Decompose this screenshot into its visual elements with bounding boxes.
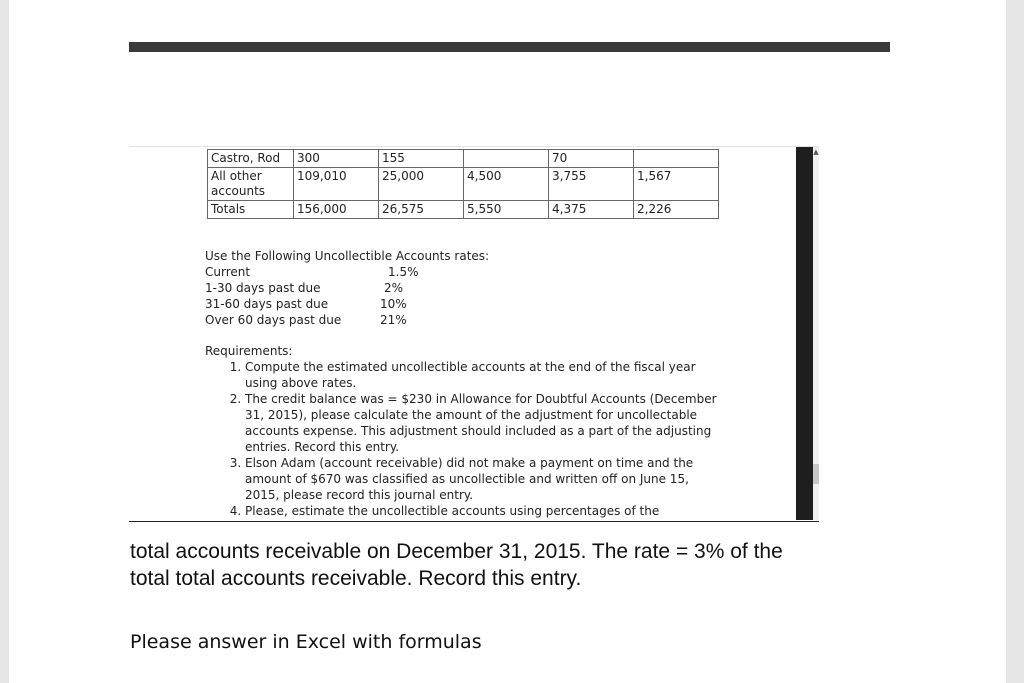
table-cell: All other accounts — [208, 168, 294, 201]
rates-heading: Use the Following Uncollectible Accounts rates: — [205, 249, 490, 263]
scroll-up-arrow-icon[interactable]: ▲ — [813, 148, 819, 156]
scrollbar-thumb[interactable] — [813, 464, 819, 484]
rate-row — [205, 296, 489, 312]
requirements-heading: Requirements: — [205, 344, 293, 358]
list-item: 2. The credit balance was = $230 in Allowance for Doubtful Accounts (December 31, 2015), please calculate the amount of the adjustment for uncollectable accounts expense. This adjustment should included as a part of the adjusting entries. Record this entry. — [245, 391, 725, 455]
list-item: 4. Please, estimate the uncollectible accounts using percentages of the — [245, 503, 725, 519]
table-cell: 26,575 — [379, 201, 464, 219]
rate-row — [205, 312, 489, 328]
table-cell: 1,567 — [634, 168, 719, 201]
table-row — [208, 150, 719, 168]
table-cell: 25,000 — [379, 168, 464, 201]
table-cell: 70 — [549, 150, 634, 168]
rate-label: Over 60 days past due — [205, 313, 342, 327]
table-cell: 5,550 — [464, 201, 549, 219]
aging-table — [207, 149, 719, 219]
table-row — [208, 168, 719, 201]
embedded-screenshot — [129, 146, 819, 522]
list-item: 1. Compute the estimated uncollectible accounts at the end of the fiscal year using above rates. — [245, 359, 725, 391]
scrollbar-track — [796, 147, 813, 520]
table-cell: Totals — [208, 201, 294, 219]
requirements-list — [205, 359, 725, 519]
table-cell — [464, 150, 549, 168]
rates-section — [205, 248, 489, 328]
table-cell: Castro, Rod — [208, 150, 294, 168]
rate-row — [205, 264, 489, 280]
table-cell: 155 — [379, 150, 464, 168]
rate-label: 31-60 days past due — [205, 297, 329, 311]
requirements-section — [205, 343, 725, 519]
table-cell: 2,226 — [634, 201, 719, 219]
list-item: 3. Elson Adam (account receivable) did not make a payment on time and the amount of $670 was classified as uncollectible and written off on June 15, 2015, please record this journal entry. — [245, 455, 725, 503]
top-divider-bar — [129, 42, 890, 52]
rate-value: 10% — [380, 297, 407, 311]
continuation-text — [130, 538, 910, 592]
table-cell: 109,010 — [294, 168, 379, 201]
rate-value: 1.5% — [388, 265, 419, 279]
continuation-line: total total accounts receivable. Record this entry. — [130, 567, 582, 590]
continuation-line: total accounts receivable on December 31, 2015. The rate = 3% of the — [130, 540, 783, 563]
rate-row — [205, 280, 489, 296]
table-cell: 156,000 — [294, 201, 379, 219]
table-cell: 4,500 — [464, 168, 549, 201]
table-cell: 3,755 — [549, 168, 634, 201]
rate-value: 2% — [384, 281, 404, 295]
table-cell: 300 — [294, 150, 379, 168]
rate-value: 21% — [380, 313, 407, 327]
rate-label: Current — [205, 265, 251, 279]
table-cell — [634, 150, 719, 168]
instruction-note: Please answer in Excel with formulas — [130, 631, 482, 653]
rate-label: 1-30 days past due — [205, 281, 321, 295]
table-cell: 4,375 — [549, 201, 634, 219]
table-row — [208, 201, 719, 219]
